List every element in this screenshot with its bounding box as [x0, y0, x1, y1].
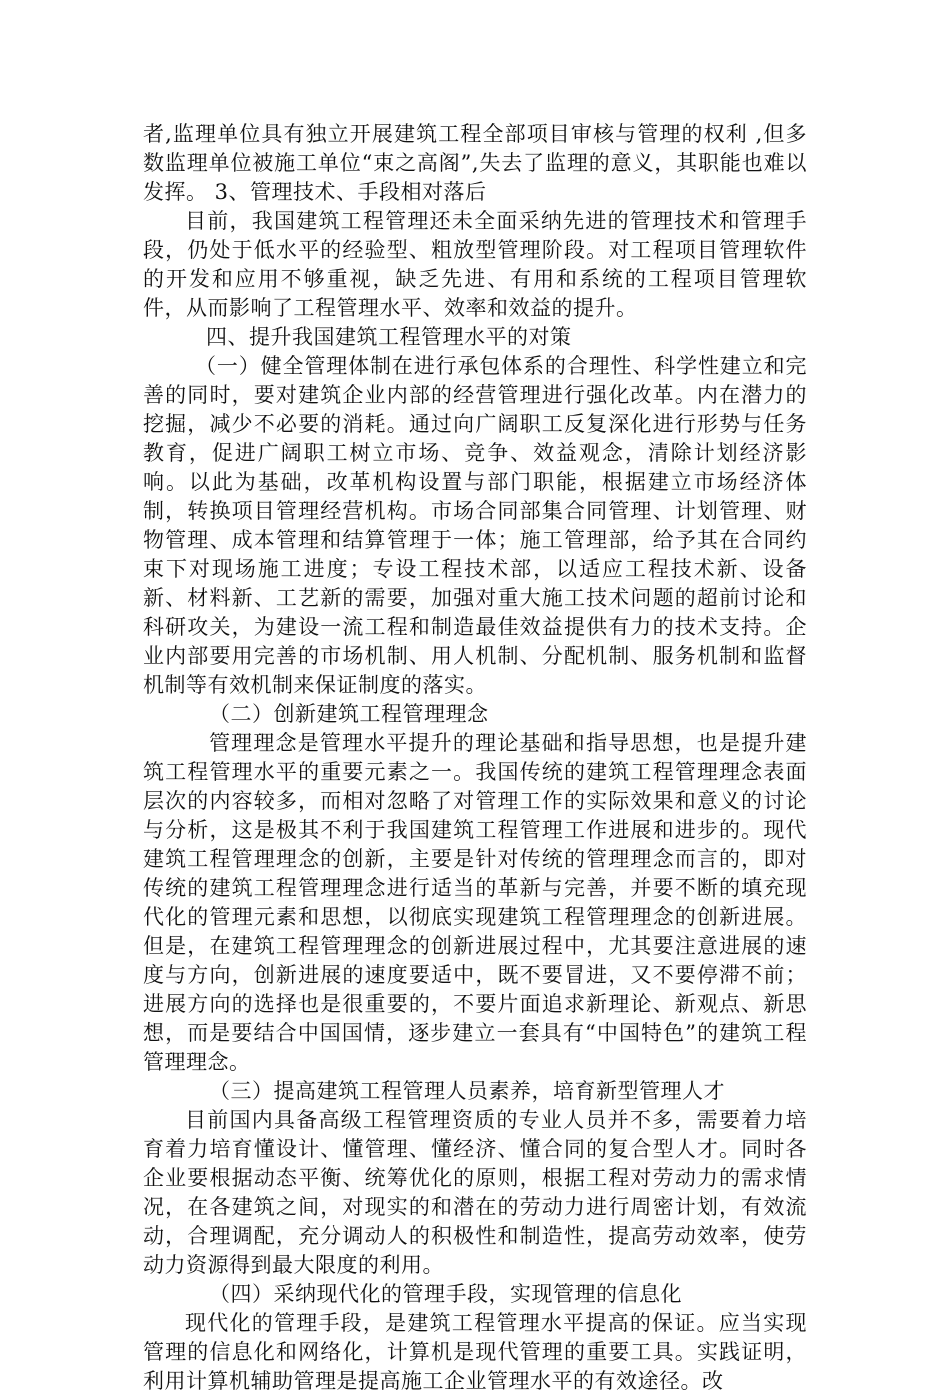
section-heading-countermeasures: 四、提升我国建筑工程管理水平的对策 [206, 325, 572, 349]
paragraph-informatization: 现代化的管理手段，是建筑工程管理水平提高的保证。应当实现管理的信息化和网络化，计算机是现代管理的重要工具。实践证明，利用计算机辅助管理是提高施工企业管理水平的有效途径。改 [143, 1311, 807, 1393]
document-page [143, 120, 807, 1396]
subheading-2-management-concept: （二）创新建筑工程管理理念 [209, 702, 489, 726]
paragraph-personnel-quality: 目前国内具备高级工程管理资质的专业人员并不多，需要着力培育着力培育懂设计、懂管理、懂经济、懂合同的复合型人才。同时各企业要根据动态平衡、统筹优化的原则，根据工程对劳动力的需求情况，在各建筑之间，对现实的和潜在的劳动力进行周密计划，有效流动，合理调配，充分调动人的积极性和制造性，提高劳动效率，使劳动力资源得到最大限度的利用。 [143, 1108, 807, 1277]
paragraph-sub-1-management-system: （一）健全管理体制在进行承包体系的合理性、科学性建立和完善的同时，要对建筑企业内部的经营管理进行强化改革。内在潜力的挖掘，减少不必要的消耗。通过向广阔职工反复深化进行形势与任务教育，促进广阔职工树立市场、竞争、效益观念，清除计划经济影响。以此为基础，改革机构设置与部门职能，根据建立市场经济体制，转换项目管理经营机构。市场合同部集合同管理、计划管理、财物管理、成本管理和结算管理于一体；施工管理部，给予其在合同约束下对现场施工进度；专设工程技术部，以适应工程技术新、设备新、材料新、工艺新的需要，加强对重大施工技术问题的超前讨论和科研攻关，为建设一流工程和制造最佳效益提供有力的技术支持。企业内部要用完善的市场机制、用人机制、分配机制、服务机制和监督机制等有效机制来保证制度的落实。 [143, 354, 807, 697]
subheading-4-informatization: （四）采纳现代化的管理手段，实现管理的信息化 [209, 1282, 682, 1306]
paragraph-management-technology: 目前，我国建筑工程管理还未全面采纳先进的管理技术和管理手段，仍处于低水平的经验型、粗放型管理阶段。对工程项目管理软件的开发和应用不够重视，缺乏先进、有用和系统的工程项目管理软件，从而影响了工程管理水平、效率和效益的提升。 [143, 209, 807, 320]
paragraph-supervision-continued: 者,监理单位具有独立开展建筑工程全部项目审核与管理的权利 ,但多数监理单位被施工单位“束之高阁”,失去了监理的意义，其职能也难以发挥。 3、管理技术、手段相对落后 [143, 122, 807, 204]
subheading-3-personnel-quality: （三）提高建筑工程管理人员素养，培育新型管理人才 [209, 1079, 725, 1103]
paragraph-management-concept: 管理理念是管理水平提升的理论基础和指导思想，也是提升建筑工程管理水平的重要元素之一。我国传统的建筑工程管理理念表面层次的内容较多，而相对忽略了对管理工作的实际效果和意义的讨论与分析，这是极其不利于我国建筑工程管理工作进展和进步的。现代建筑工程管理理念的创新，主要是针对传统的管理理念而言的，即对传统的建筑工程管理理念进行适当的革新与完善，并要不断的填充现代化的管理元素和思想，以彻底实现建筑工程管理理念的创新进展。但是，在建筑工程管理理念的创新进展过程中，尤其要注意进展的速度与方向，创新进展的速度要适中，既不要冒进，又不要停滞不前；进展方向的选择也是很重要的，不要片面追求新理论、新观点、新思想，而是要结合中国国情，逐步建立一套具有“中国特色”的建筑工程管理理念。 [143, 731, 807, 1074]
